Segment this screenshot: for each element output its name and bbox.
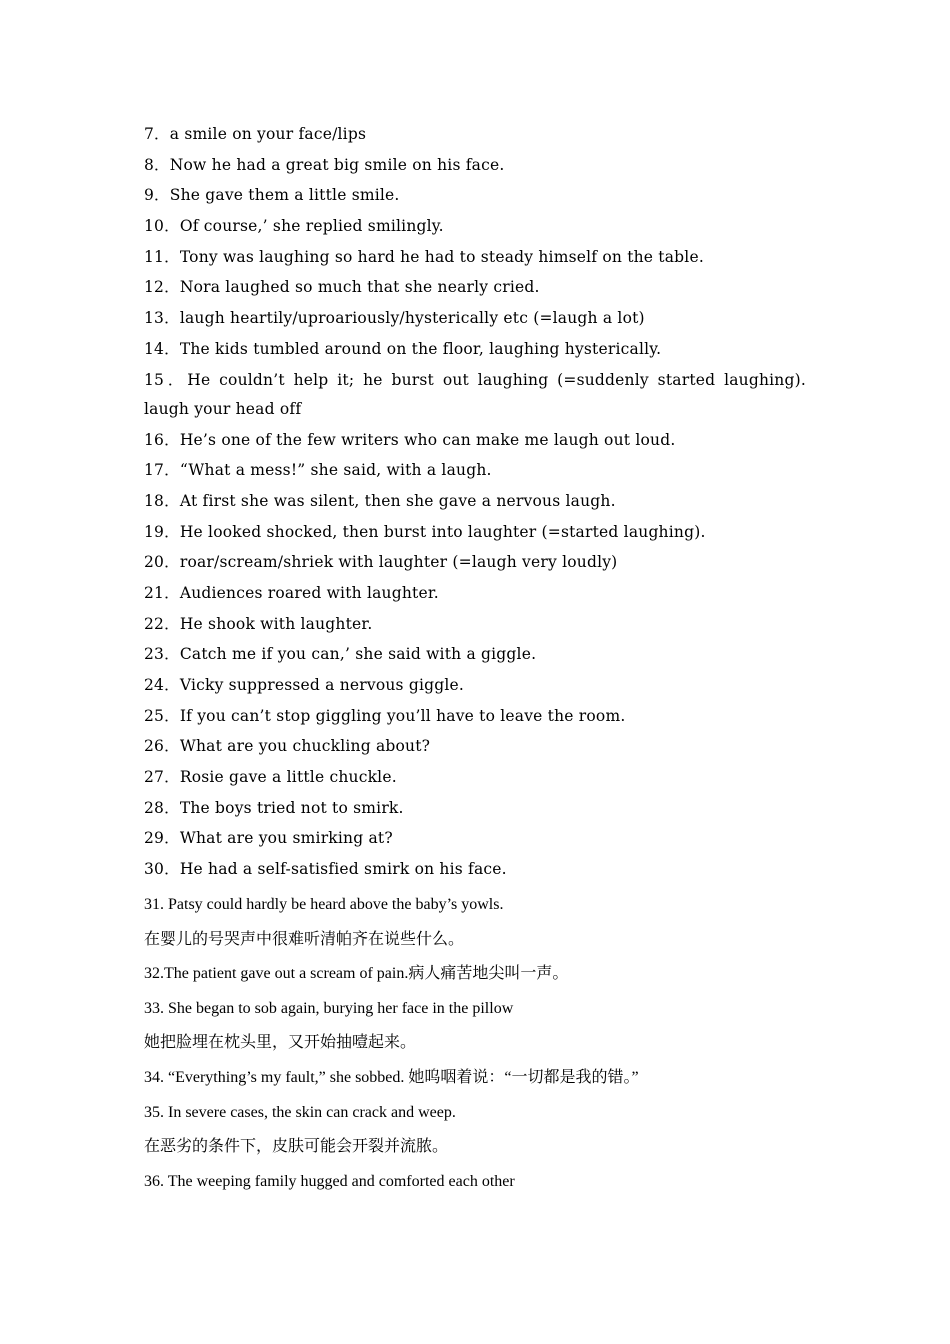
- sentence-number: 16．: [144, 430, 180, 449]
- sentence-17: [144, 456, 806, 487]
- sentence-36: 36. The weeping family hugged and comforted each other: [144, 1172, 515, 1190]
- sentence-number: 12．: [144, 278, 180, 297]
- sentence-text: What are you smirking at?: [179, 829, 393, 848]
- sentence-text: At first she was silent, then she gave a nervous laugh.: [179, 491, 616, 510]
- sentence-text: He looked shocked, then burst into laughter (=started laughing).: [179, 522, 706, 541]
- sentence-number: 26．: [144, 737, 180, 756]
- sentence-35: 35. In severe cases, the skin can crack and weep.: [144, 1103, 456, 1121]
- sentence-text: She gave them a little smile.: [169, 186, 400, 205]
- sentence-20: [144, 548, 806, 579]
- sentence-number: 7．: [144, 125, 170, 143]
- translation-31: 在婴儿的号哭声中很难听清帕齐在说些什么。: [144, 930, 465, 948]
- sentence-26: [144, 732, 806, 763]
- sentence-text: Tony was laughing so hard he had to steady himself on the table.: [179, 247, 704, 266]
- sentence-number: 20．: [144, 553, 180, 572]
- sentence-text: Nora laughed so much that she nearly cried.: [179, 278, 540, 297]
- sentence-11: [144, 243, 806, 274]
- sentence-text: “What a mess!” she said, with a laugh.: [179, 461, 492, 480]
- sentence-33: 33. She began to sob again, burying her face in the pillow: [144, 999, 514, 1017]
- sentence-number: 23．: [144, 645, 180, 664]
- sentence-text: Now he had a great big smile on his face.: [169, 155, 505, 174]
- sentence-number: 14．: [144, 339, 180, 358]
- sentence-text: He had a self-satisfied smirk on his face.: [179, 860, 507, 879]
- sentence-text: Rosie gave a little chuckle.: [179, 768, 397, 787]
- sentence-text: Of course,’ she replied smilingly.: [179, 217, 444, 236]
- translation-35: 在恶劣的条件下，皮肤可能会开裂并流脓。: [144, 1138, 449, 1156]
- sentence-text: Audiences roared with laughter.: [179, 583, 439, 602]
- sentence-9: [144, 181, 806, 212]
- sentence-10: [144, 212, 806, 243]
- sentence-number: 11．: [144, 247, 180, 266]
- sentence-30: [144, 855, 806, 886]
- sentence-number: 25．: [144, 706, 180, 725]
- sentence-number: 15．: [144, 370, 188, 389]
- sentence-number: 29．: [144, 829, 180, 848]
- sentence-24: [144, 671, 806, 702]
- sentence-number: 19．: [144, 522, 180, 541]
- sentence-number: 10．: [144, 217, 180, 236]
- sentence-31: 31. Patsy could hardly be heard above the baby’s yowls.: [144, 896, 504, 914]
- sentence-text: He’s one of the few writers who can make me laugh out loud.: [179, 430, 676, 449]
- sentence-number: 21．: [144, 583, 180, 602]
- sentence-number: 18．: [144, 491, 180, 510]
- sentence-25: [144, 702, 806, 733]
- sentence-27: [144, 763, 806, 794]
- sentence-32: 32.The patient gave out a scream of pain.病人痛苦地尖叫一声。: [144, 965, 569, 983]
- sentence-12: [144, 273, 806, 304]
- sentence-29: [144, 824, 806, 855]
- translation-33: 她把脸埋在枕头里，又开始抽噎起来。: [144, 1034, 417, 1052]
- sentence-15: [144, 366, 806, 426]
- sentence-text: a smile on your face/lips: [169, 125, 367, 143]
- sentence-text: Catch me if you can,’ she said with a giggle.: [179, 645, 537, 664]
- sentence-28: [144, 794, 806, 825]
- document-page: [144, 120, 806, 1199]
- sentence-text: laugh heartily/uproariously/hysterically etc (=laugh a lot): [179, 309, 645, 328]
- sentence-number: 8．: [144, 155, 170, 174]
- sentence-number: 9．: [144, 186, 170, 205]
- sentence-number: 30．: [144, 860, 180, 879]
- sentence-number: 24．: [144, 676, 180, 694]
- sentence-34: 34. “Everything’s my fault,” she sobbed. 她呜咽着说：“一切都是我的错。”: [144, 1069, 639, 1087]
- sentence-number: 27．: [144, 768, 180, 787]
- sentence-text: If you can’t stop giggling you’ll have to leave the room.: [179, 706, 626, 725]
- sentence-23: [144, 640, 806, 671]
- sentence-text: What are you chuckling about?: [179, 737, 431, 756]
- sentence-13: [144, 304, 806, 335]
- sentence-text: The boys tried not to smirk.: [179, 798, 404, 817]
- sentence-number: 28．: [144, 798, 180, 817]
- sentence-number: 22．: [144, 614, 180, 633]
- sentence-text: The kids tumbled around on the floor, laughing hysterically.: [179, 339, 662, 358]
- sentence-16: [144, 426, 806, 457]
- sentence-text: He couldn’t help it; he burst out laughing (=suddenly started laughing). laugh your head off: [144, 370, 806, 418]
- sentence-7: [144, 120, 806, 151]
- sentence-21: [144, 579, 806, 610]
- sentence-22: [144, 610, 806, 641]
- sentence-text: Vicky suppressed a nervous giggle.: [179, 676, 465, 694]
- sentence-8: [144, 151, 806, 182]
- sentence-number: 17．: [144, 461, 180, 480]
- sentence-18: [144, 487, 806, 518]
- sentence-text: roar/scream/shriek with laughter (=laugh very loudly): [179, 553, 618, 572]
- sentence-number: 13．: [144, 309, 180, 328]
- sentence-14: [144, 335, 806, 366]
- sentence-19: [144, 518, 806, 549]
- sentence-text: He shook with laughter.: [179, 614, 373, 633]
